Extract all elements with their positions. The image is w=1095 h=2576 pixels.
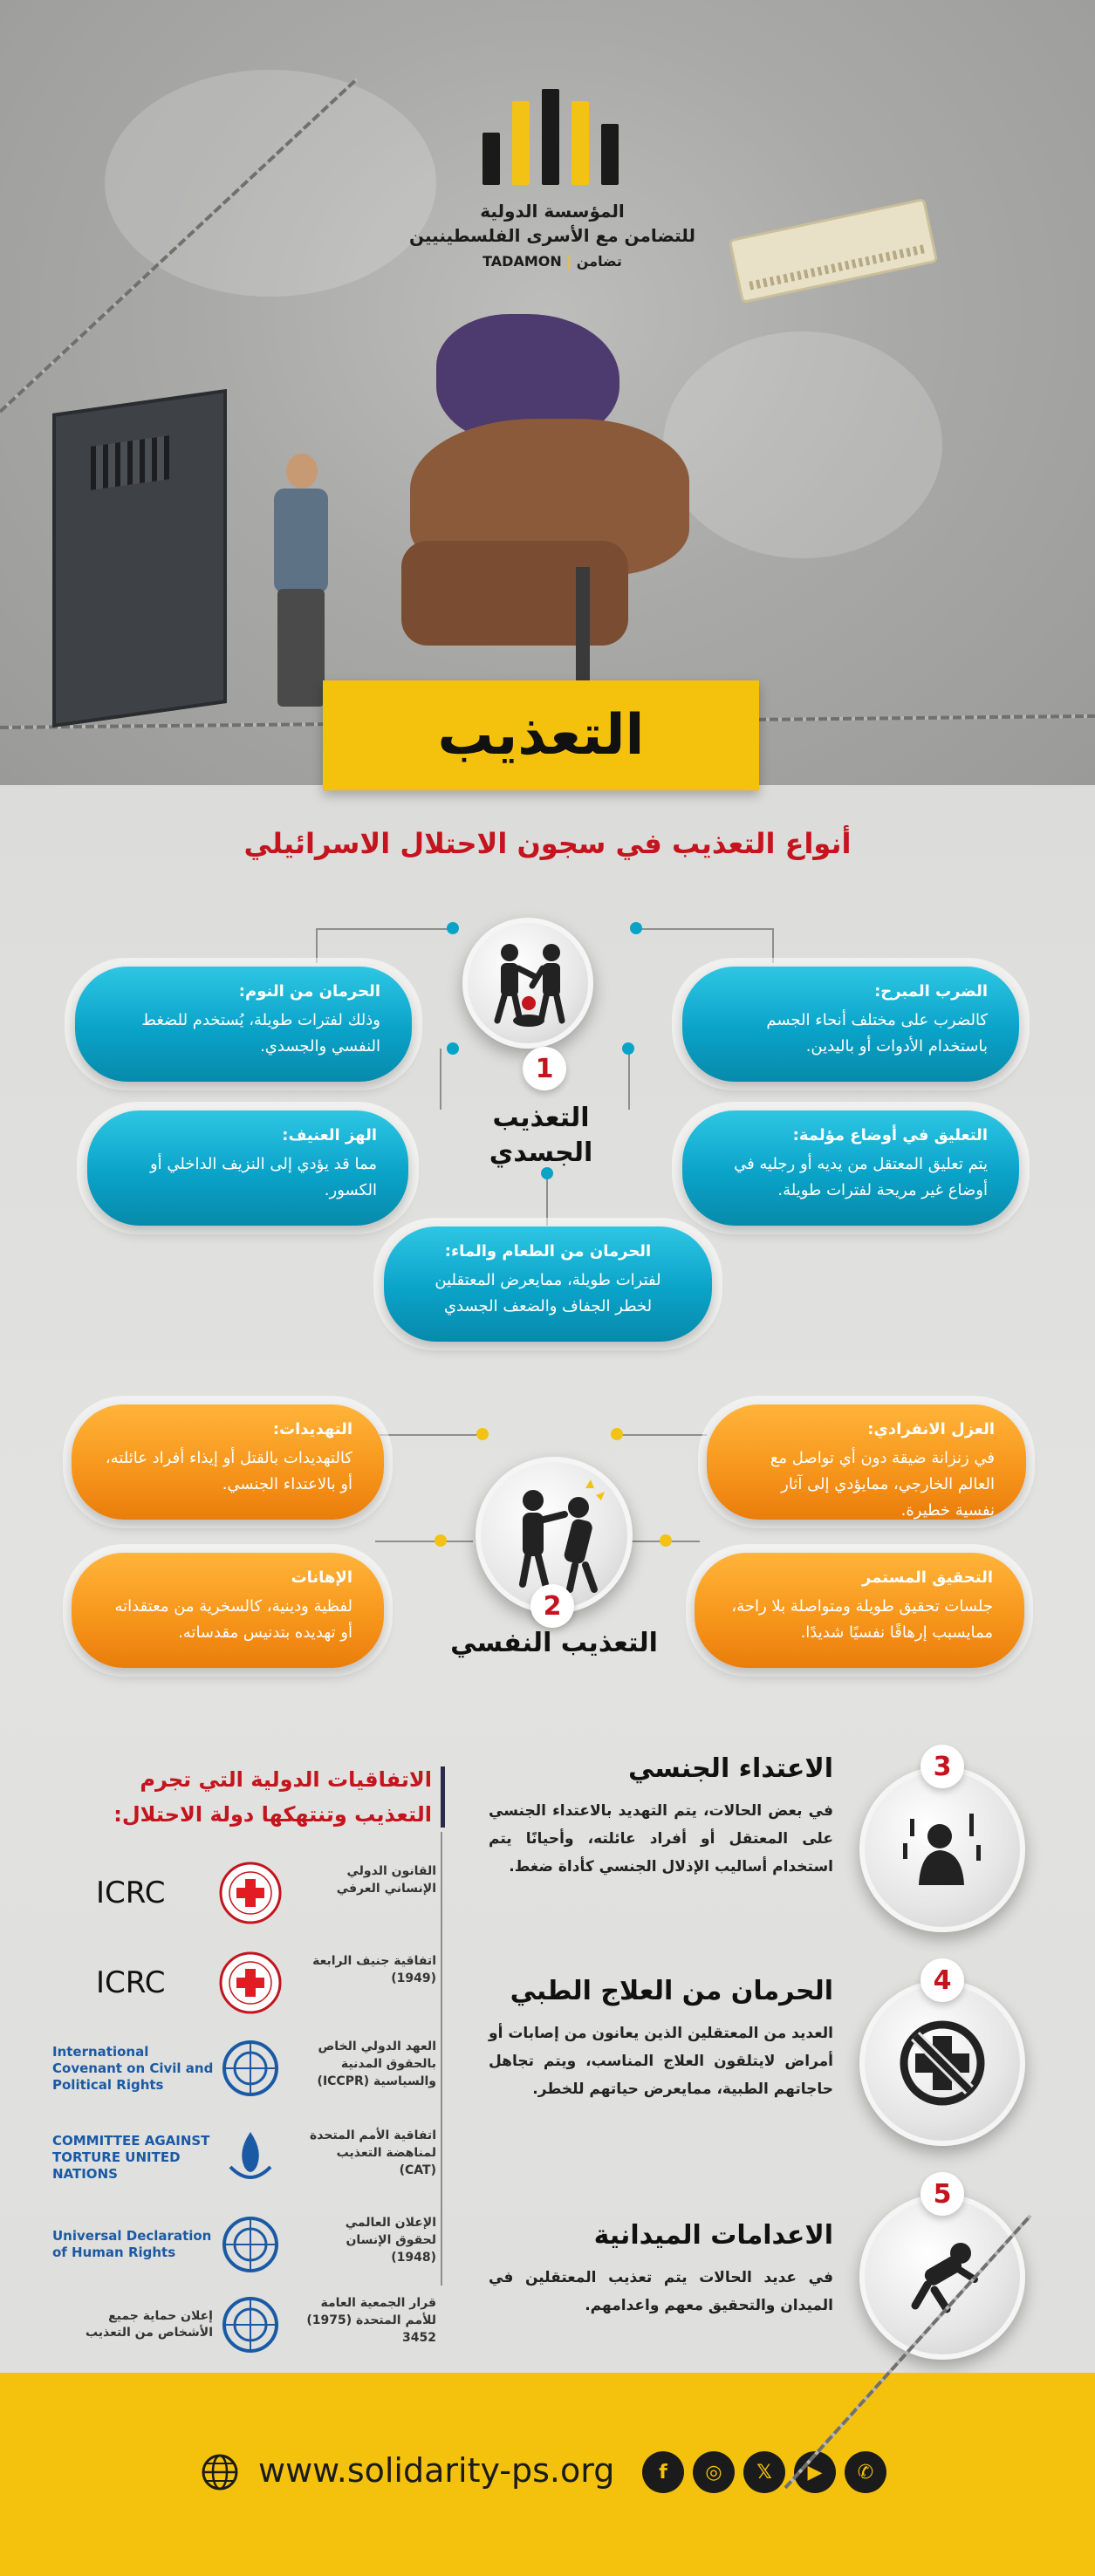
un-emblem	[218, 2292, 283, 2357]
section-5-badge: 5	[920, 2172, 964, 2216]
physical-number-badge: 1	[523, 1047, 566, 1090]
convention-row: الإعلان العالمي لحقوق الإنسان (1948) Universal Declaration of Human Rights	[52, 2205, 436, 2284]
section-5-title: الاعدامات الميدانية	[593, 2220, 833, 2251]
air-conditioner-illustration	[729, 198, 939, 304]
connector-dot	[447, 922, 459, 934]
physical-torture-icon-circle	[462, 918, 593, 1049]
whatsapp-icon[interactable]: ✆	[845, 2451, 886, 2493]
instagram-icon[interactable]: ◎	[693, 2451, 735, 2493]
main-title-banner	[323, 680, 759, 790]
un-emblem	[218, 2212, 283, 2277]
org-name-line2: للتضامن مع الأسرى الفلسطينيين	[409, 225, 695, 246]
beating-icon	[468, 923, 588, 1043]
connector-dot	[630, 922, 642, 934]
youtube-icon[interactable]: ▶	[794, 2451, 836, 2493]
psych-torture-label: التعذيب النفسي	[450, 1628, 658, 1658]
psych-item-insults: الإهانات لفظية ودينية، كالسخرية من معتقداته أو تهديده بتدنيس مقدساته.	[72, 1553, 384, 1668]
sexual-assault-icon-circle	[859, 1766, 1025, 1932]
distressed-person-icon	[894, 1801, 990, 1897]
physical-item-violent-shaking: الهز العنيف: مما قد يؤدي إلى النزيف الداخلي أو الكسور.	[87, 1110, 408, 1226]
section-4-title: الحرمان من العلاج الطبي	[510, 1976, 833, 2006]
icrc-emblem	[218, 1951, 283, 2015]
brand-en: TADAMON	[482, 253, 562, 270]
connector-dot	[447, 1042, 459, 1055]
tadamon-logo	[482, 80, 622, 185]
globe-icon	[201, 2453, 239, 2491]
ohchr-emblem	[218, 2125, 283, 2190]
guard-illustration	[262, 454, 340, 707]
conventions-heading: الاتفاقيات الدولية التي تجرم التعذيب وتنتهكها دولة الاحتلال:	[113, 1767, 432, 1827]
psych-item-interrogation: التحقيق المستمر جلسات تحقيق طويلة ومتواصلة بلا راحة، ممايسبب إرهاقًا نفسيًا شديدًا.	[695, 1553, 1024, 1668]
org-name-brand	[378, 253, 727, 270]
physical-torture-label: التعذيب الجسدي	[489, 1103, 593, 1168]
un-emblem	[218, 2036, 283, 2101]
section-5-desc: في عديد الحالات يتم تعذيب المعتقلين في الميدان والتحقيق معهم واعدامهم.	[489, 2269, 833, 2314]
convention-row: القانون الدولي الإنساني العرفي ICRC	[52, 1854, 436, 1932]
physical-item-food-deprivation: الحرمان من الطعام والماء: لفترات طويلة، ممايعرض المعتقلين لخطر الجفاف والضعف الجسدي	[384, 1227, 712, 1342]
no-medical-icon	[894, 2015, 990, 2111]
x-icon[interactable]: 𝕏	[743, 2451, 785, 2493]
psych-item-isolation: العزل الانفرادي: في زنزانة ضيقة دون أي تواصل مع العالم الخارجي، ممايؤدي إلى آثار نفسية خطيرة.	[707, 1404, 1026, 1520]
section-3-desc: في بعض الحالات، يتم التهديد بالاعتداء الجنسي على المعتقل أو أفراد عائلته، وأحيانًا يتم استخدام أساليب الإذلال الجنسي كأداة ضغط.	[489, 1802, 833, 1876]
convention-row: اتفاقية الأمم المتحدة لمناهضة التعذيب (CAT) COMMITTEE AGAINST TORTURE UNITED NATIONS	[52, 2118, 436, 2197]
convention-row: اتفاقية جنيف الرابعة (1949) ICRC	[52, 1944, 436, 2022]
footer	[0, 2373, 1095, 2576]
field-execution-icon-circle	[859, 2194, 1025, 2360]
physical-item-suspension: التعليق في أوضاع مؤلمة: يتم تعليق المعتقل من يديه أو رجليه في أوضاع غير مريحة لفترات طويلة.	[682, 1110, 1019, 1226]
physical-item-sleep-deprivation: الحرمان من النوم: وذلك لفترات طويلة، يُستخدم للضغط النفسي والجسدي.	[75, 967, 412, 1082]
psych-item-threats: التهديدات: كالتهديدات بالقتل أو إيذاء أفراد عائلته، أو بالاعتداء الجنسي.	[72, 1404, 384, 1520]
hero-illustration	[0, 0, 1095, 785]
medical-deprivation-icon-circle	[859, 1980, 1025, 2146]
section-subtitle: أنواع التعذيب في سجون الاحتلال الاسرائيلي	[243, 827, 852, 860]
icrc-emblem	[218, 1861, 283, 1925]
section-4-desc: العديد من المعتقلين الذين يعانون من إصابات أو أمراض لايتلقون العلاج المناسب، ويتم تجاهل حاجاتهم الطبية، ممايعرض حياتهم للخطر.	[489, 2025, 833, 2098]
section-4-badge: 4	[920, 1958, 964, 2002]
physical-item-beating: الضرب المبرح: كالضرب على مختلف أنحاء الجسم باستخدام الأدوات أو باليدين.	[682, 967, 1019, 1082]
facebook-icon[interactable]: f	[642, 2451, 684, 2493]
website-link[interactable]: www.solidarity-ps.org	[258, 2451, 615, 2490]
connector-dot	[622, 1042, 634, 1055]
org-name-line1: المؤسسة الدولية	[480, 201, 625, 222]
hooded-prisoner-illustration	[375, 314, 742, 680]
convention-row: العهد الدولي الخاص بالحقوق المدنية والسياسية (ICCPR) International Covenant on Civil and Political Rights	[52, 2029, 436, 2108]
brand-divider: |	[566, 253, 572, 270]
section-3-title: الاعتداء الجنسي	[627, 1753, 833, 1784]
brand-ar: تضامن	[576, 253, 622, 270]
convention-row: قرار الجمعية العامة للأمم المتحدة (1975) 3452 إعلان حماية جميع الأشخاص من التعذيب	[52, 2286, 436, 2364]
main-title: التعذيب	[437, 703, 645, 768]
section-3-badge: 3	[920, 1745, 964, 1788]
cell-door-illustration	[52, 389, 227, 728]
psych-number-badge: 2	[530, 1584, 574, 1628]
